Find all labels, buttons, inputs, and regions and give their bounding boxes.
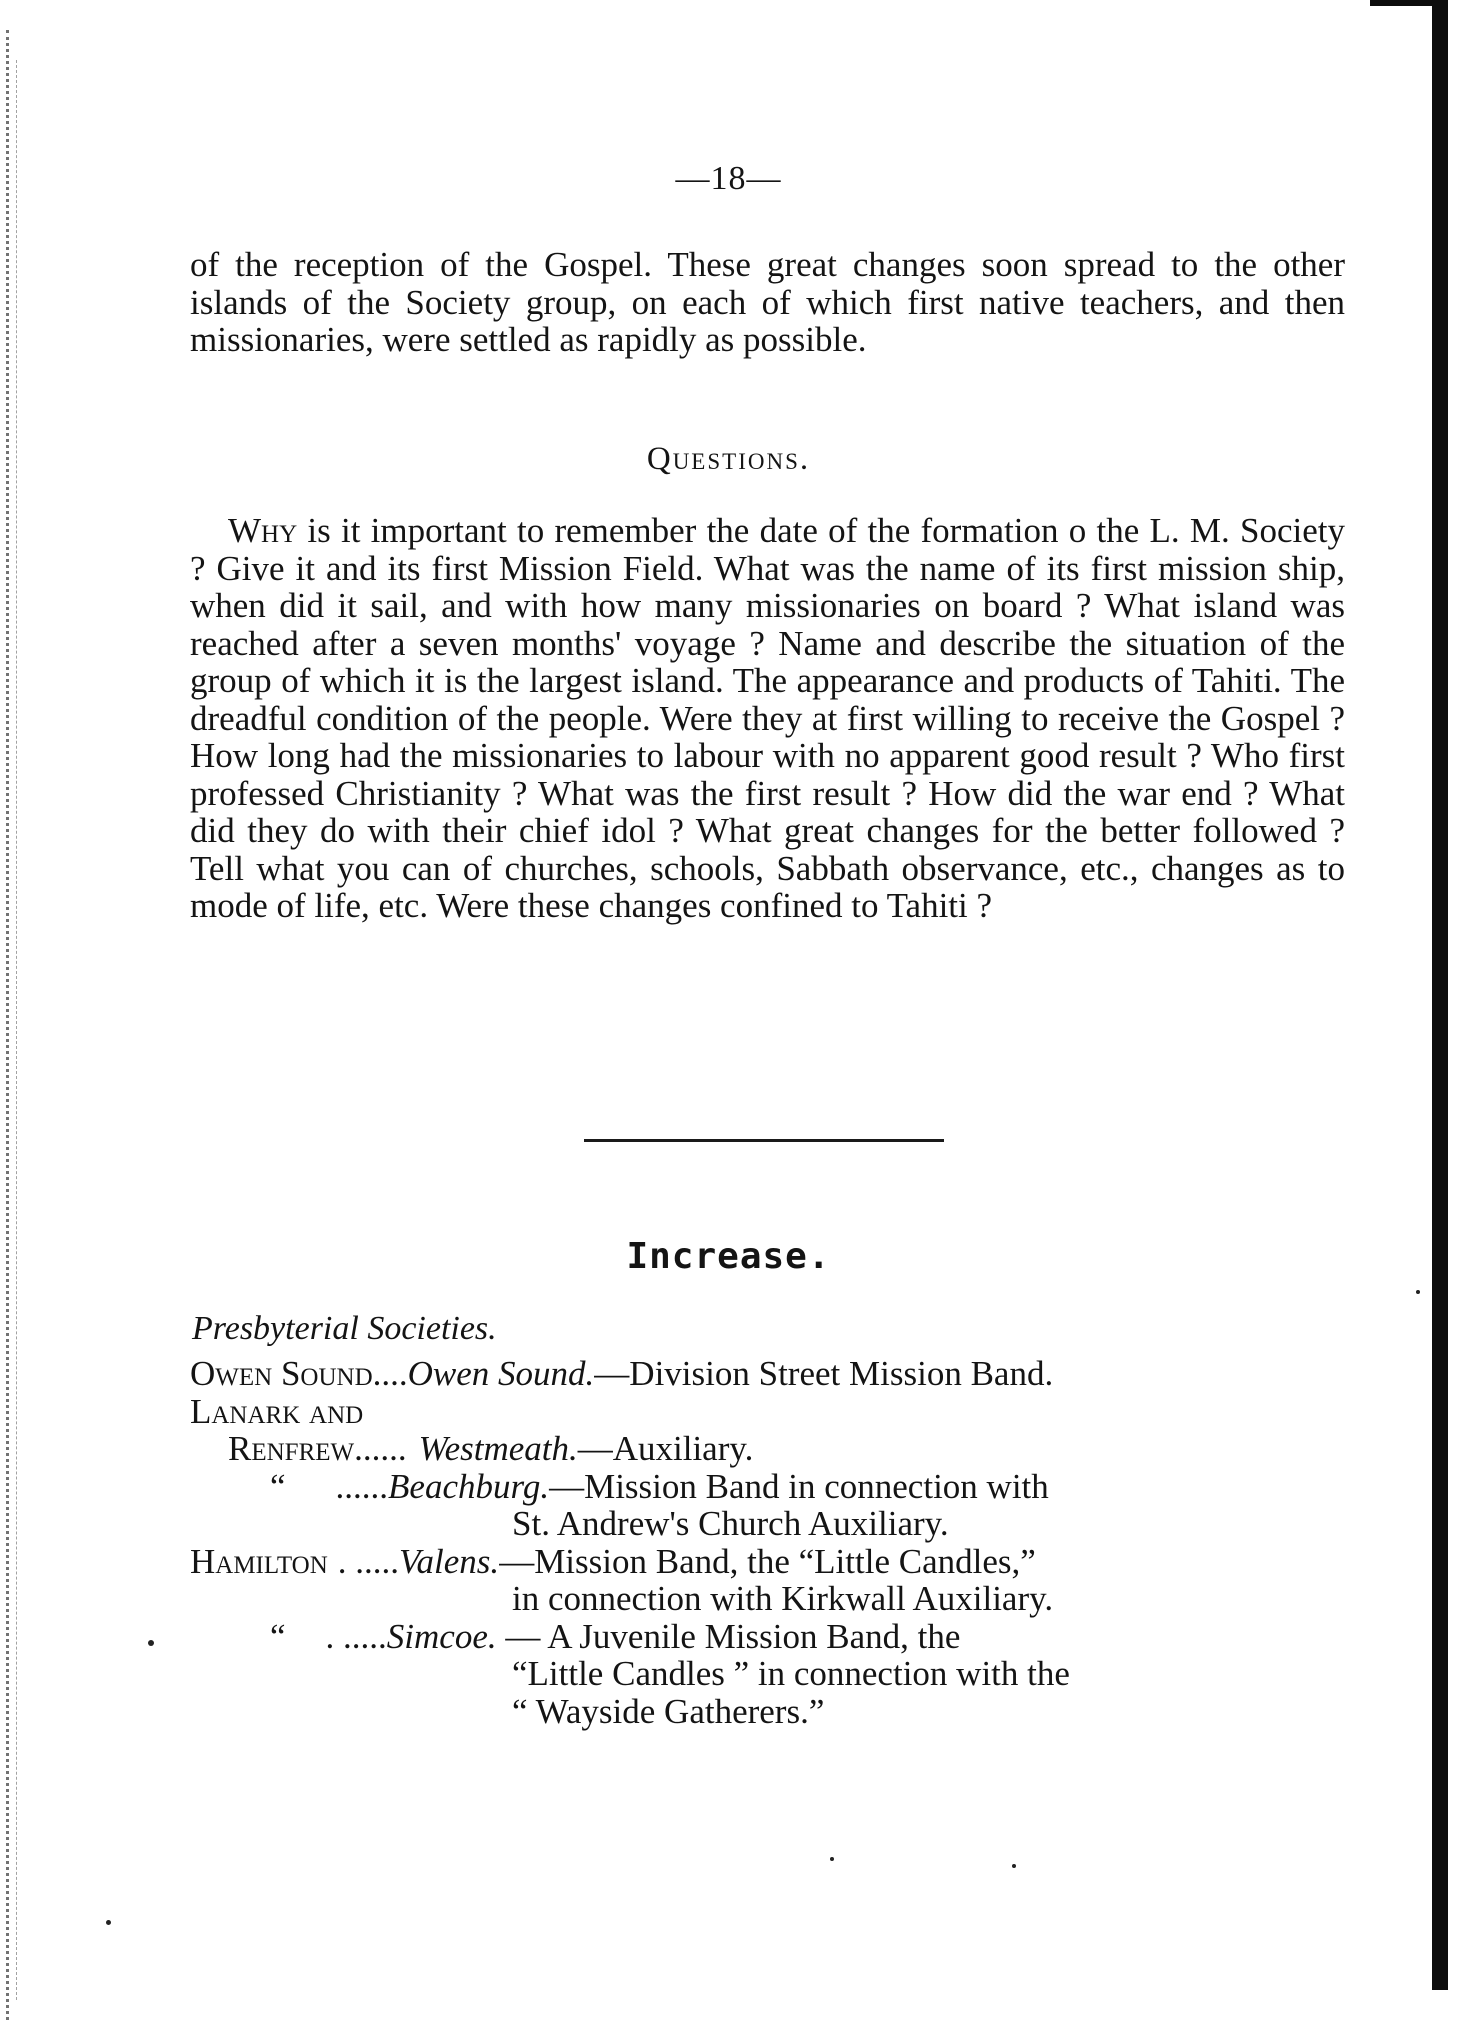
dot-leader: ...... — [335, 1466, 389, 1506]
place-name: Westmeath. — [418, 1429, 578, 1468]
ink-speck — [148, 1640, 154, 1646]
entry-text — [387, 1618, 1350, 1656]
presbytery-name: Owen Sound — [190, 1354, 373, 1393]
questions-paragraph — [190, 512, 1345, 925]
ink-speck — [1416, 1290, 1420, 1294]
dot-leader: . ..... — [337, 1541, 400, 1581]
ditto-mark: “ — [270, 1466, 286, 1506]
entry-key — [190, 1543, 399, 1581]
scan-left-edge-shadow — [16, 60, 21, 2000]
intro-paragraph: of the reception of the Gospel. These great changes soon spread to the other islands of the Society group, on each of which first native teachers, and then missionaries, were settled as rapidly as possible. — [190, 245, 1345, 359]
dot-leader: .... — [372, 1354, 408, 1393]
increase-heading: Increase. — [626, 1236, 831, 1277]
entry-beachburg — [190, 1468, 1350, 1506]
dot-leader: . ..... — [325, 1616, 387, 1656]
entry-continuation: in connection with Kirkwall Auxiliary. — [512, 1579, 1054, 1618]
entry-description: —Division Street Mission Band. — [594, 1354, 1054, 1393]
questions-body: is it important to remember the date of the formation o the L. M. Society ? Give it and its first Mission Field. What was the name of its first mission ship, when did it sail, and with how many missionaries on board ? What island was reached after a seven months' voyage ? Name and describe the situation of the group of which it is the largest island. The appearance and products of Tahiti. The dreadful condition of the people. Were they at first willing to receive the Gospel ? How long had the missionaries to labour with no apparent good result ? Who first professed Christianity ? What was the first result ? How did the war end ? What did they do with their chief idol ? What great changes for the better followed ? Tell what you can of churches, schools, Sabbath observance, etc., changes as to mode of life, etc. Were these changes confined to Tahiti ? — [190, 511, 1345, 925]
entry-key — [190, 1468, 388, 1506]
ink-speck — [1012, 1864, 1016, 1868]
presbytery-name-line2: Renfrew — [228, 1429, 355, 1468]
ink-speck — [830, 1857, 834, 1861]
presbytery-name: Lanark and — [190, 1391, 364, 1431]
entry-text — [388, 1468, 1350, 1506]
ditto-mark: “ — [270, 1616, 286, 1656]
entry-description: —Auxiliary. — [577, 1429, 754, 1468]
ink-speck — [106, 1920, 111, 1925]
place-name: Beachburg. — [388, 1466, 550, 1506]
entry-simcoe — [190, 1618, 1350, 1656]
presbyterial-societies-label: Presbyterial Societies. — [192, 1310, 497, 1347]
entry-continuation: “Little Candles ” in connection with the — [512, 1654, 1070, 1693]
entry-text — [408, 1355, 1350, 1393]
presbytery-name: Hamilton — [190, 1541, 328, 1581]
section-divider — [584, 1139, 944, 1142]
scan-right-edge-corner — [1370, 0, 1448, 6]
questions-lead-word: Why — [228, 511, 298, 550]
entry-key — [190, 1355, 408, 1393]
entry-description: —Mission Band in connection with — [549, 1466, 1049, 1506]
entry-text — [407, 1430, 1350, 1468]
entry-lanark-heading — [190, 1393, 1350, 1431]
place-name: Valens. — [399, 1541, 500, 1581]
increase-entries — [190, 1355, 1350, 1730]
entry-continuation-2: “ Wayside Gatherers.” — [512, 1691, 825, 1731]
entry-key — [190, 1618, 387, 1656]
entry-text — [399, 1543, 1350, 1581]
entry-continuation: St. Andrew's Church Auxiliary. — [512, 1504, 949, 1543]
entry-owen-sound — [190, 1355, 1350, 1393]
page-number: —18— — [675, 160, 782, 197]
dot-leader: ...... — [354, 1429, 407, 1468]
scan-right-edge-bar — [1432, 0, 1448, 1990]
entry-key — [190, 1430, 407, 1468]
entry-renfrew — [190, 1430, 1350, 1468]
place-name: Owen Sound. — [407, 1354, 595, 1393]
entry-hamilton-valens — [190, 1543, 1350, 1581]
entry-description: —Mission Band, the “Little Candles,” — [499, 1541, 1036, 1581]
entry-description: — A Juvenile Mission Band, the — [496, 1616, 961, 1656]
questions-heading: Questions. — [646, 441, 811, 477]
place-name: Simcoe. — [386, 1616, 497, 1656]
